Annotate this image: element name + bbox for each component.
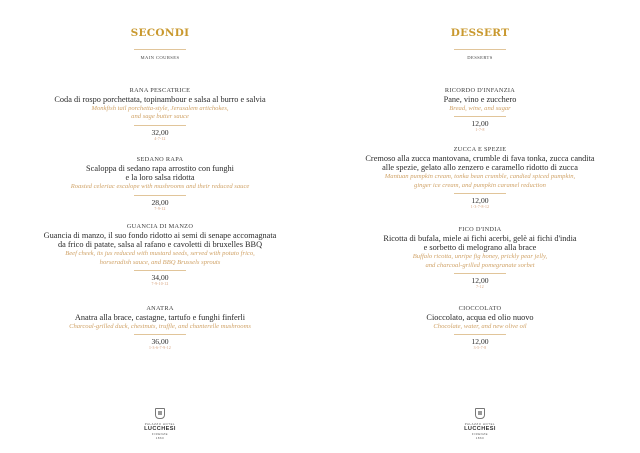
english-line: Mantuan pumpkin cream, tonka bean crumble, candied spiced pumpkin, — [384, 173, 576, 181]
logo-main-text: LUCCHESI — [144, 426, 176, 432]
item-price: 12,00 — [471, 276, 489, 286]
item-description-english — [0, 250, 320, 267]
item-description-italian — [0, 164, 320, 183]
menu-item-zucca-e-spezie — [320, 145, 640, 210]
item-allergens: 7-9-10-12 — [151, 282, 169, 287]
item-description-english: Bread, wine, and sugar — [449, 104, 511, 112]
item-name: CIOCCOLATO — [458, 305, 502, 312]
item-divider — [454, 334, 506, 335]
item-description-italian: Cioccolato, acqua ed olio nuovo — [426, 313, 534, 322]
menu-item-rana-pescatrice — [0, 86, 320, 142]
item-allergens: 1-3-6-7-9-12 — [148, 346, 171, 351]
item-divider — [134, 270, 186, 271]
english-line: and sage butter sauce — [131, 113, 189, 121]
english-line: ginger ice cream, and pumpkin caramel reduction — [414, 181, 546, 189]
logo-top-text: PALAZZO HOTEL — [144, 422, 176, 426]
item-description-italian: Pane, vino e zucchero — [443, 95, 517, 104]
english-line: Monkfish tail porchetta-style, Jerusalem artichokes, — [91, 104, 229, 112]
italian-line: Cremoso alla zucca mantovana, crumble di fava tonka, zucca candita — [365, 154, 595, 163]
menu-item-sedano-rapa — [0, 155, 320, 212]
menu-item-ricordo-d-infanzia — [320, 86, 640, 133]
item-name: ANATRA — [146, 305, 174, 312]
menu-item-fico-d-india — [320, 225, 640, 290]
item-divider — [454, 116, 506, 117]
item-divider — [134, 334, 186, 335]
item-divider — [454, 193, 506, 194]
section-subtitle: MAIN COURSES — [140, 55, 180, 60]
item-name: FICO D'INDIA — [458, 226, 502, 233]
item-description-italian — [320, 234, 640, 253]
item-price: 34,00 — [151, 273, 169, 283]
english-line: Buffalo ricotta, unripe fig honey, prickly pear jelly, — [412, 253, 548, 261]
section-subtitle: DESSERTS — [467, 55, 493, 60]
item-price: 36,00 — [151, 337, 169, 347]
logo-bottom-text: 1860 — [475, 436, 485, 440]
item-name: RANA PESCATRICE — [129, 87, 191, 94]
item-allergens: 7-9-12 — [154, 206, 166, 211]
item-allergens: 1-7-8 — [475, 128, 485, 133]
menu-item-guancia-di-manzo — [0, 222, 320, 287]
item-description-italian: Coda di rospo porchettata, topinambour e salsa al burro e salvia — [54, 95, 266, 104]
item-name: ZUCCA E SPEZIE — [453, 146, 507, 153]
item-allergens: 1-3-7-8-12 — [470, 205, 490, 210]
menu-item-anatra — [0, 304, 320, 351]
item-divider — [134, 125, 186, 126]
italian-line: e la loro salsa ridotta — [125, 173, 195, 183]
title-divider — [454, 49, 506, 50]
hotel-logo — [460, 408, 500, 440]
item-price: 12,00 — [471, 337, 489, 347]
item-price: 28,00 — [151, 197, 169, 207]
title-divider — [134, 49, 186, 50]
italian-line: Ricotta di bufala, miele ai fichi acerbi, gelè ai fichi d'india — [383, 234, 577, 243]
item-allergens: 7-12 — [476, 285, 484, 290]
item-description-english — [320, 253, 640, 270]
item-allergens: 3-5-7-8 — [473, 346, 487, 351]
italian-line: e sorbetto di melograno alla brace — [423, 243, 537, 253]
crest-icon — [475, 408, 485, 419]
menu-page-dessert — [320, 0, 640, 453]
item-name: SEDANO RAPA — [136, 156, 184, 163]
item-description-english: Charcoal-grilled duck, chestnuts, truffle, and chanterelle mushrooms — [69, 322, 251, 330]
item-divider — [134, 195, 186, 196]
item-divider — [454, 273, 506, 274]
section-title: DESSERT — [450, 27, 510, 39]
crest-icon — [155, 408, 165, 419]
logo-main-text: LUCCHESI — [464, 426, 496, 432]
item-description-english — [320, 173, 640, 190]
item-description-english: Roasted celeriac escalope with mushrooms and their reduced sauce — [70, 183, 250, 191]
italian-line: alle spezie, gelato allo zenzero e caramello ridotto di zucca — [382, 163, 578, 173]
italian-line: da frico di patate, salsa al rafano e cavoletti di bruxelles BBQ — [57, 240, 263, 250]
italian-line: Guancia di manzo, il suo fondo ridotto ai semi di senape accomagnata — [43, 231, 277, 240]
item-description-italian — [0, 231, 320, 250]
logo-bottom-text: 1860 — [155, 436, 165, 440]
english-line: horseradish sauce, and BBQ Brussels sprouts — [99, 258, 221, 266]
item-name: GUANCIA DI MANZO — [126, 223, 194, 230]
item-name: RICORDO D'INFANZIA — [444, 87, 516, 94]
item-price: 12,00 — [471, 196, 489, 206]
italian-line: Scaloppa di sedano rapa arrostito con funghi — [86, 164, 234, 173]
item-price: 32,00 — [151, 127, 169, 137]
english-line: Beef cheek, its jus reduced with mustard seeds, served with potato frico, — [65, 250, 255, 258]
item-description-english — [0, 105, 320, 122]
item-price: 12,00 — [471, 119, 489, 129]
item-description-english: Chocolate, water, and new olive oil — [433, 322, 527, 330]
logo-top-text: PALAZZO HOTEL — [464, 422, 496, 426]
logo-sub-text: FIRENZE — [151, 432, 169, 436]
section-title: SECONDI — [130, 27, 190, 39]
item-allergens: 4-7-12 — [154, 136, 166, 141]
english-line: and charcoal-grilled pomegranate sorbet — [425, 261, 535, 269]
menu-item-cioccolato — [320, 304, 640, 351]
item-description-italian — [320, 154, 640, 173]
item-description-italian: Anatra alla brace, castagne, tartufo e funghi finferli — [74, 313, 246, 322]
hotel-logo — [140, 408, 180, 440]
logo-sub-text: FIRENZE — [471, 432, 489, 436]
